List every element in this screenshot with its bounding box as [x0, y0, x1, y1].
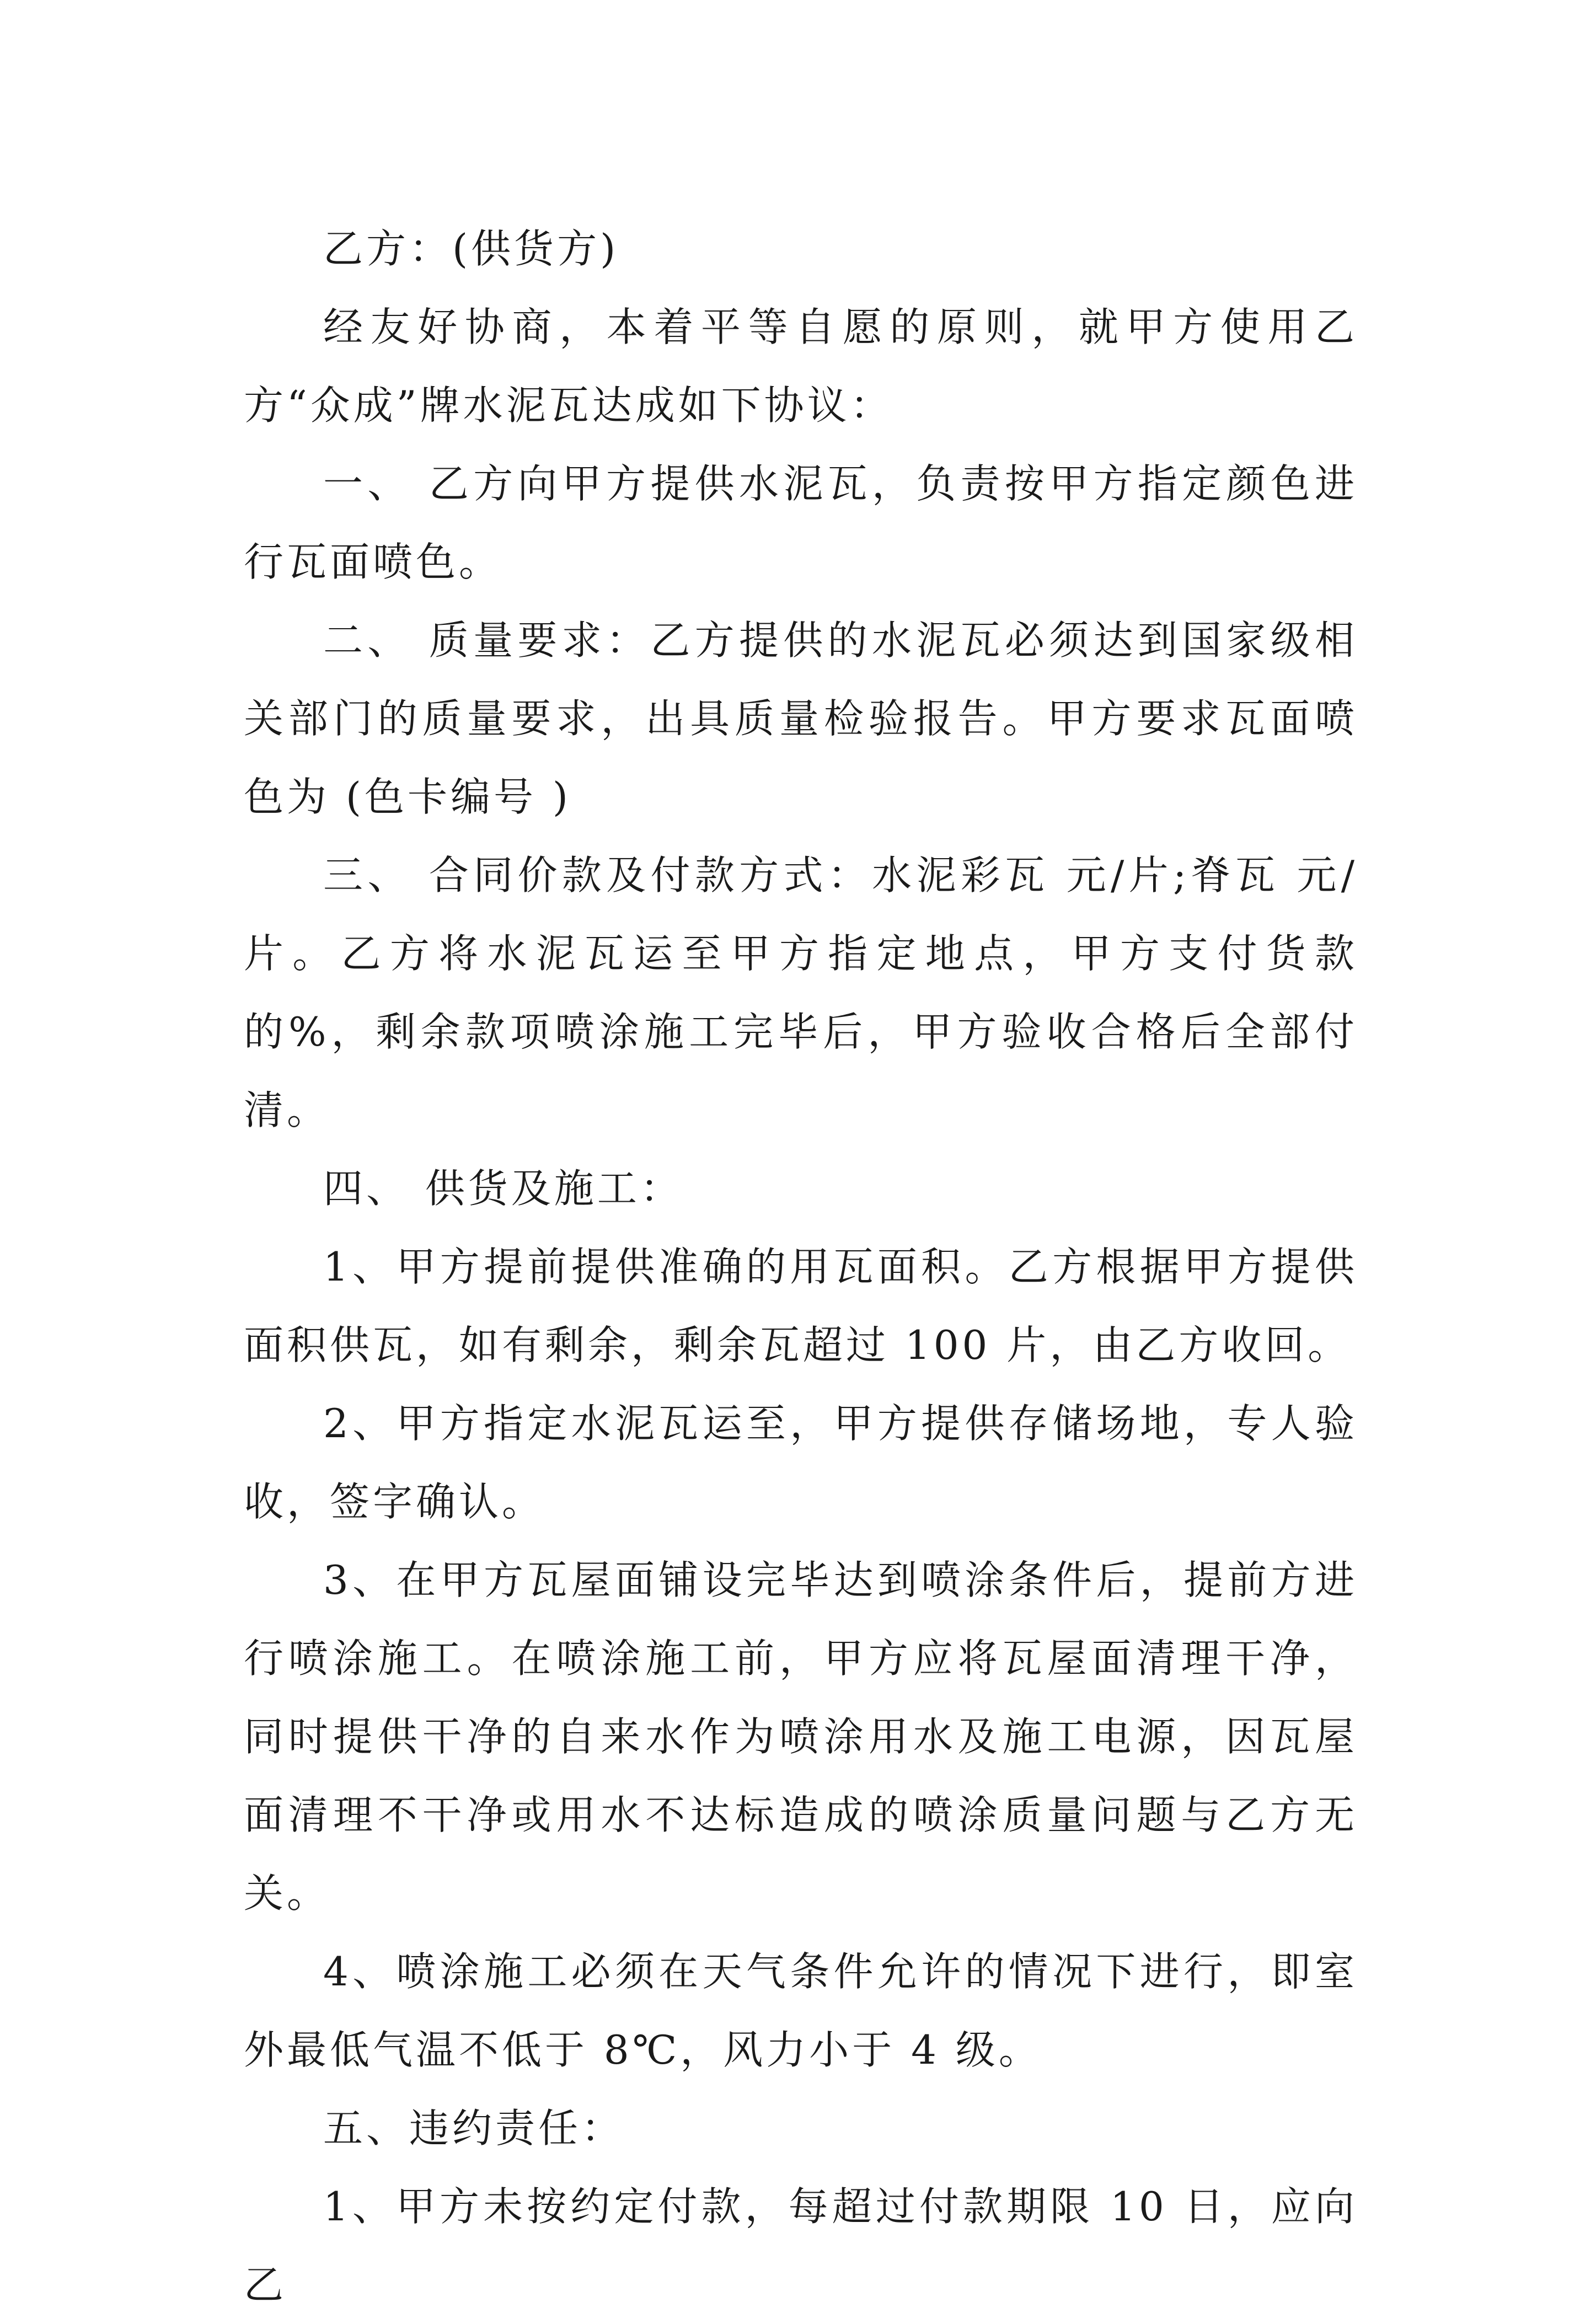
document-body	[244, 210, 1358, 2324]
clause-4-item-1: 1、甲方提前提供准确的用瓦面积。乙方根据甲方提供面积供瓦，如有剩余，剩余瓦超过 100 片，由乙方收回。	[244, 1244, 1358, 1368]
clause-3-price-payment: 三、 合同价款及付款方式：水泥彩瓦 元/片;脊瓦 元/片。乙方将水泥瓦运至甲方指定地点，甲方支付货款的%，剩余款项喷涂施工完毕后，甲方验收合格后全部付清。	[244, 852, 1358, 1133]
clause-5-heading: 五、违约责任：	[323, 2105, 625, 2151]
clause-4-item-2: 2、甲方指定水泥瓦运至，甲方提供存储场地，专人验收，签字确认。	[244, 1400, 1358, 1525]
clause-5-item-1: 1、甲方未按约定付款，每超过付款期限 10 日，应向乙	[244, 2183, 1358, 2308]
party-b-line: 乙方：(供货方)	[323, 226, 619, 272]
clause-4-item-3: 3、在甲方瓦屋面铺设完毕达到喷涂条件后，提前方进行喷涂施工。在喷涂施工前，甲方应将瓦屋面清理干净，同时提供干净的自来水作为喷涂用水及施工电源，因瓦屋面清理不干净或用水不达标造成的喷涂质量问题与乙方无关。	[244, 1557, 1358, 1916]
clause-4-item-4: 4、喷涂施工必须在天气条件允许的情况下进行，即室外最低气温不低于 8℃，风力小于 4 级。	[244, 1948, 1358, 2073]
clause-2-quality: 二、 质量要求：乙方提供的水泥瓦必须达到国家级相关部门的质量要求，出具质量检验报告。甲方要求瓦面喷色为 (色卡编号 )	[244, 617, 1358, 820]
clause-4-heading: 四、 供货及施工：	[323, 1165, 683, 1212]
clause-1-supply: 一、 乙方向甲方提供水泥瓦，负责按甲方指定颜色进行瓦面喷色。	[244, 460, 1358, 585]
preamble-paragraph: 经友好协商，本着平等自愿的原则，就甲方使用乙方“众成”牌水泥瓦达成如下协议：	[244, 304, 1358, 429]
